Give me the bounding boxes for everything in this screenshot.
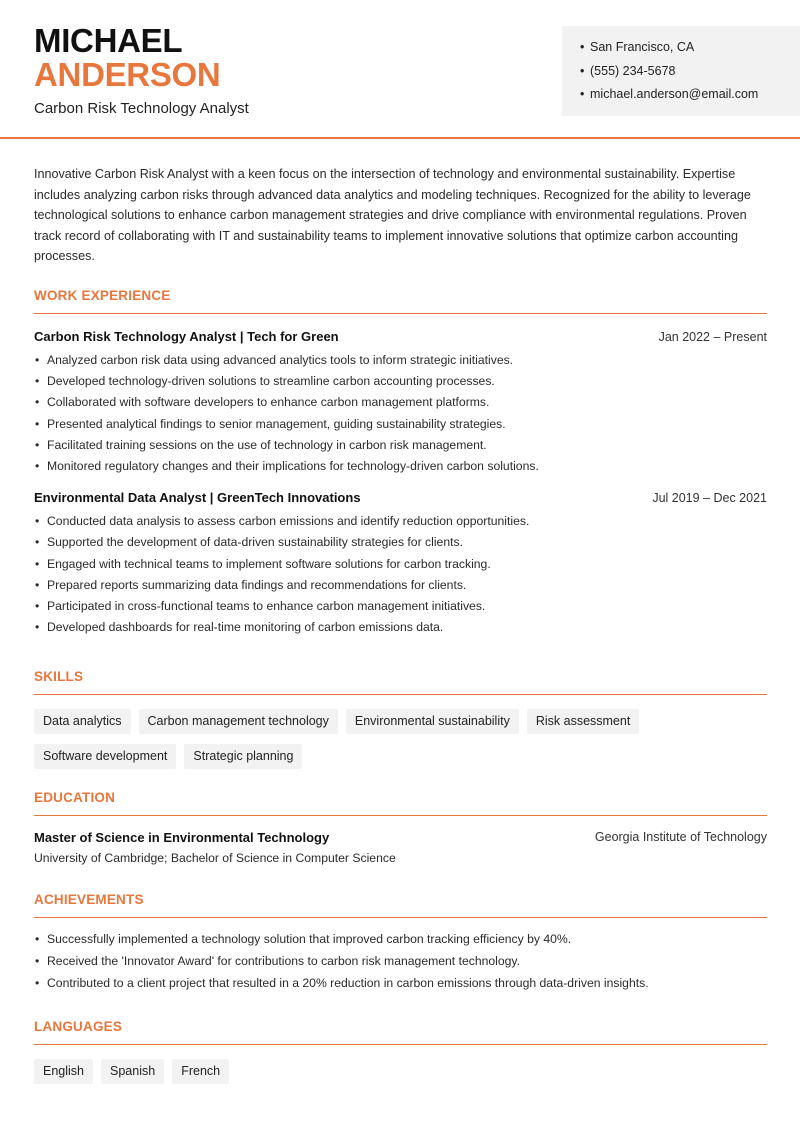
- skill-tag: Environmental sustainability: [346, 709, 519, 734]
- section-title-achievements: ACHIEVEMENTS: [34, 892, 767, 918]
- name-block: [34, 24, 249, 117]
- skill-tag: Carbon management technology: [139, 709, 338, 734]
- first-name: MICHAEL: [34, 22, 183, 59]
- list-item: • Participated in cross-functional teams to enhance carbon management initiatives.: [34, 598, 767, 619]
- job-bullets: [34, 513, 767, 640]
- summary-paragraph: Innovative Carbon Risk Analyst with a keen focus on the intersection of technology and environmental sustainability. Expertise includes analyzing carbon risks through advanced data analytics and modeling techniques. Recognized for the ability to leverage technological solutions to enhance carbon management strategies and drive compliance with environmental regulations. Proven track record of collaborating with IT and sustainability teams to implement innovative solutions that optimize carbon accounting processes.: [34, 167, 751, 263]
- job-role: Carbon Risk Technology Analyst | Tech for Green: [34, 329, 339, 344]
- list-item: • Prepared reports summarizing data findings and recommendations for clients.: [34, 577, 767, 598]
- list-item: • Developed dashboards for real-time monitoring of carbon emissions data.: [34, 619, 767, 640]
- skill-tag: Software development: [34, 744, 176, 769]
- skills-tags: [34, 709, 774, 769]
- contact-phone[interactable]: • (555) 234-5678: [580, 63, 800, 87]
- contact-location: • San Francisco, CA: [580, 39, 800, 63]
- contact-list: [580, 39, 800, 110]
- list-item: • Successfully implemented a technology solution that improved carbon tracking efficiency by 40%.: [34, 931, 767, 953]
- language-tag: English: [34, 1059, 93, 1084]
- language-tag: Spanish: [101, 1059, 164, 1084]
- list-item: • Analyzed carbon risk data using advanced analytics tools to inform strategic initiatives.: [34, 352, 767, 373]
- list-item: • Conducted data analysis to assess carbon emissions and identify reduction opportunities.: [34, 513, 767, 534]
- achievements-list: [34, 931, 767, 997]
- job-title: Carbon Risk Technology Analyst: [34, 100, 249, 117]
- work-experience-section: [34, 288, 767, 640]
- skill-tag: Risk assessment: [527, 709, 639, 734]
- job-role: Environmental Data Analyst | GreenTech Innovations: [34, 490, 361, 506]
- list-item: • Monitored regulatory changes and their implications for technology-driven carbon solutions.: [34, 458, 767, 479]
- education-header: [34, 830, 767, 845]
- achievements-section: [34, 892, 767, 997]
- skill-tag: Strategic planning: [184, 744, 302, 769]
- resume-body: [34, 164, 767, 1078]
- education-details: University of Cambridge; Bachelor of Science in Computer Science: [34, 851, 396, 865]
- section-title-skills: SKILLS: [34, 669, 767, 695]
- job-dates: Jul 2019 – Dec 2021: [652, 491, 767, 506]
- list-item: • Supported the development of data-driven sustainability strategies for clients.: [34, 534, 767, 555]
- education-degree: Master of Science in Environmental Technology: [34, 830, 330, 845]
- language-tag: French: [172, 1059, 229, 1084]
- skills-section: [34, 669, 767, 769]
- list-item: • Contributed to a client project that resulted in a 20% reduction in carbon emissions through data-driven insights.: [34, 975, 767, 997]
- languages-tags: [34, 1059, 774, 1084]
- job-header: [34, 490, 767, 505]
- list-item: • Collaborated with software developers to enhance carbon management platforms.: [34, 394, 767, 415]
- contact-box: [562, 26, 800, 116]
- contact-email[interactable]: • michael.anderson@email.com: [580, 86, 800, 110]
- job-bullets: [34, 352, 767, 479]
- list-item: • Developed technology-driven solutions to streamline carbon accounting processes.: [34, 373, 767, 394]
- last-name: ANDERSON: [34, 56, 221, 93]
- list-item: • Facilitated training sessions on the use of technology in carbon risk management.: [34, 437, 767, 458]
- education-school: Georgia Institute of Technology: [594, 830, 767, 844]
- section-title-work: WORK EXPERIENCE: [34, 288, 767, 314]
- resume-header: [0, 0, 800, 139]
- job-dates: Jan 2022 – Present: [658, 330, 767, 344]
- list-item: • Presented analytical findings to senior management, guiding sustainability strategies.: [34, 416, 767, 437]
- section-title-languages: LANGUAGES: [34, 1019, 767, 1045]
- skill-tag: Data analytics: [34, 709, 131, 734]
- languages-section: [34, 1019, 767, 1084]
- job-header: [34, 329, 767, 344]
- list-item: • Engaged with technical teams to implement software solutions for carbon tracking.: [34, 556, 767, 577]
- education-section: [34, 790, 767, 865]
- section-title-education: EDUCATION: [34, 790, 767, 816]
- list-item: • Received the 'Innovator Award' for contributions to carbon risk management technology.: [34, 953, 767, 975]
